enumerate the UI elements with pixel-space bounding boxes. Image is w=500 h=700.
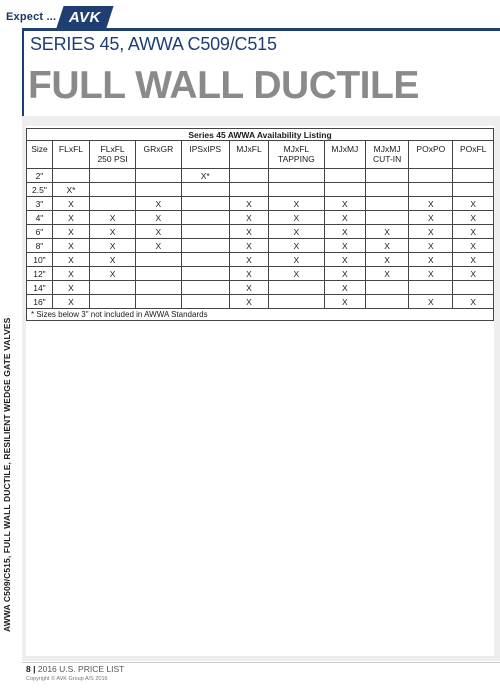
availability-cell: X (229, 253, 268, 267)
availability-cell: X (324, 295, 365, 309)
column-header-label: FLxFL (100, 144, 125, 154)
availability-cell (453, 169, 494, 183)
availability-cell (90, 183, 136, 197)
column-header-label: POxPO (416, 144, 446, 154)
series-subtitle: SERIES 45, AWWA C509/C515 (30, 34, 277, 54)
column-header (324, 141, 365, 169)
page-number: 8 (26, 664, 31, 674)
availability-cell: X (365, 225, 408, 239)
availability-cell: X* (181, 169, 229, 183)
size-cell: 4" (27, 211, 53, 225)
availability-cell (136, 169, 181, 183)
availability-cell (181, 197, 229, 211)
availability-cell (365, 211, 408, 225)
availability-cell (90, 295, 136, 309)
availability-cell: X (324, 197, 365, 211)
availability-cell (409, 183, 453, 197)
availability-cell: X (409, 239, 453, 253)
column-header (453, 141, 494, 169)
availability-cell (365, 183, 408, 197)
column-header-label: MJxMJ (373, 144, 401, 154)
brand-tagline: Expect ... (6, 11, 57, 23)
availability-table (26, 128, 494, 321)
availability-cell: X (324, 211, 365, 225)
availability-cell: X (229, 295, 268, 309)
availability-cell (181, 267, 229, 281)
availability-cell: X (52, 267, 89, 281)
availability-cell: X (409, 253, 453, 267)
availability-cell: X (52, 197, 89, 211)
availability-cell: X (409, 295, 453, 309)
availability-cell: X (453, 225, 494, 239)
availability-cell: X (136, 211, 181, 225)
copyright: Copyright © AVK Group A/S 2016 (26, 676, 108, 682)
availability-cell: X (269, 239, 325, 253)
availability-cell: X (365, 253, 408, 267)
availability-cell (269, 281, 325, 295)
availability-cell (365, 281, 408, 295)
availability-cell: X (229, 197, 268, 211)
availability-cell (229, 183, 268, 197)
page-footer (26, 664, 124, 674)
header-rule (22, 28, 500, 31)
table-row (27, 225, 494, 239)
availability-cell: X (229, 211, 268, 225)
availability-cell (409, 281, 453, 295)
size-cell: 16" (27, 295, 53, 309)
availability-cell (453, 281, 494, 295)
availability-cell: X (365, 239, 408, 253)
availability-cell: X (453, 239, 494, 253)
availability-cell (90, 281, 136, 295)
availability-cell (136, 295, 181, 309)
table-row (27, 197, 494, 211)
availability-cell: X (229, 239, 268, 253)
availability-cell: X (52, 211, 89, 225)
column-header-label: MJxFL (283, 144, 310, 154)
table-row (27, 211, 494, 225)
column-header-label: POxFL (459, 144, 487, 154)
availability-cell: X (324, 267, 365, 281)
page-title: FULL WALL DUCTILE (28, 64, 419, 107)
availability-cell (181, 281, 229, 295)
availability-cell: X (52, 225, 89, 239)
availability-cell: X (136, 225, 181, 239)
availability-cell: X* (52, 183, 89, 197)
availability-cell: X (269, 197, 325, 211)
availability-cell: X (52, 281, 89, 295)
availability-cell: X (229, 225, 268, 239)
availability-cell (181, 211, 229, 225)
availability-cell (365, 169, 408, 183)
size-cell: 14" (27, 281, 53, 295)
availability-cell: X (453, 267, 494, 281)
size-cell: 2.5" (27, 183, 53, 197)
size-cell: 8" (27, 239, 53, 253)
column-header-label: GRxGR (143, 144, 174, 154)
table-row (27, 253, 494, 267)
table-row (27, 169, 494, 183)
availability-cell (181, 225, 229, 239)
column-header (90, 141, 136, 169)
column-header-sublabel: TAPPING (278, 154, 315, 164)
availability-cell: X (90, 267, 136, 281)
column-header-label: MJxFL (236, 144, 262, 154)
column-header (409, 141, 453, 169)
column-header-label: FLxFL (58, 144, 83, 154)
column-header (181, 141, 229, 169)
availability-cell (269, 295, 325, 309)
availability-cell: X (324, 239, 365, 253)
availability-cell: X (324, 225, 365, 239)
availability-cell: X (453, 253, 494, 267)
table-row (27, 267, 494, 281)
availability-cell: X (409, 267, 453, 281)
availability-cell: X (269, 267, 325, 281)
column-header (365, 141, 408, 169)
table-caption: Series 45 AWWA Availability Listing (27, 129, 494, 141)
size-cell: 2" (27, 169, 53, 183)
availability-cell: X (229, 267, 268, 281)
availability-cell (52, 169, 89, 183)
column-header (52, 141, 89, 169)
availability-cell: X (365, 267, 408, 281)
column-header (269, 141, 325, 169)
side-label: AWWA C509/C515, FULL WALL DUCTILE, RESILIENT WEDGE GATE VALVES (2, 317, 12, 632)
availability-cell: X (136, 197, 181, 211)
size-cell: 12" (27, 267, 53, 281)
size-cell: 6" (27, 225, 53, 239)
availability-cell: X (229, 281, 268, 295)
availability-cell: X (52, 295, 89, 309)
availability-cell (136, 267, 181, 281)
availability-cell (269, 183, 325, 197)
availability-cell (181, 295, 229, 309)
table-body (27, 169, 494, 309)
availability-cell (181, 183, 229, 197)
column-header-label: Size (31, 144, 48, 154)
availability-cell (365, 295, 408, 309)
size-cell: 10" (27, 253, 53, 267)
table-footnote: * Sizes below 3" not included in AWWA Standards (27, 309, 494, 321)
availability-cell (136, 183, 181, 197)
footer-separator: | (33, 664, 36, 674)
availability-cell: X (52, 239, 89, 253)
availability-cell (324, 169, 365, 183)
column-header-label: IPSxIPS (189, 144, 222, 154)
availability-cell (181, 239, 229, 253)
column-header (27, 141, 53, 169)
availability-cell: X (409, 211, 453, 225)
avk-logo (57, 6, 114, 28)
availability-cell: X (90, 253, 136, 267)
availability-cell: X (409, 225, 453, 239)
size-cell: 3" (27, 197, 53, 211)
availability-cell (409, 169, 453, 183)
availability-cell (136, 281, 181, 295)
availability-cell (136, 253, 181, 267)
availability-cell (365, 197, 408, 211)
table-row (27, 295, 494, 309)
availability-cell: X (409, 197, 453, 211)
availability-cell: X (136, 239, 181, 253)
table-row (27, 281, 494, 295)
column-header (229, 141, 268, 169)
column-header-label: MJxMJ (331, 144, 359, 154)
availability-cell: X (324, 281, 365, 295)
brand (6, 6, 110, 28)
right-panel-edge (494, 116, 500, 661)
availability-cell (324, 183, 365, 197)
availability-cell (229, 169, 268, 183)
availability-cell: X (90, 239, 136, 253)
availability-cell: X (453, 211, 494, 225)
table-row (27, 183, 494, 197)
column-header (136, 141, 181, 169)
availability-cell (453, 183, 494, 197)
availability-cell (269, 169, 325, 183)
availability-cell: X (269, 211, 325, 225)
availability-cell: X (269, 253, 325, 267)
footer-text: 2016 U.S. PRICE LIST (37, 664, 125, 674)
table-row (27, 239, 494, 253)
availability-cell: X (453, 295, 494, 309)
table-header-row (27, 141, 494, 169)
column-header-sublabel: CUT-IN (372, 154, 402, 164)
availability-cell: X (90, 225, 136, 239)
availability-cell (90, 197, 136, 211)
availability-cell (181, 253, 229, 267)
column-header-sublabel: 250 PSI (97, 154, 128, 164)
footer-rule (22, 662, 500, 663)
availability-cell: X (52, 253, 89, 267)
availability-cell: X (90, 211, 136, 225)
avk-logo-text: AVK (69, 8, 102, 26)
availability-cell: X (324, 253, 365, 267)
availability-cell (90, 169, 136, 183)
availability-cell: X (453, 197, 494, 211)
availability-cell: X (269, 225, 325, 239)
